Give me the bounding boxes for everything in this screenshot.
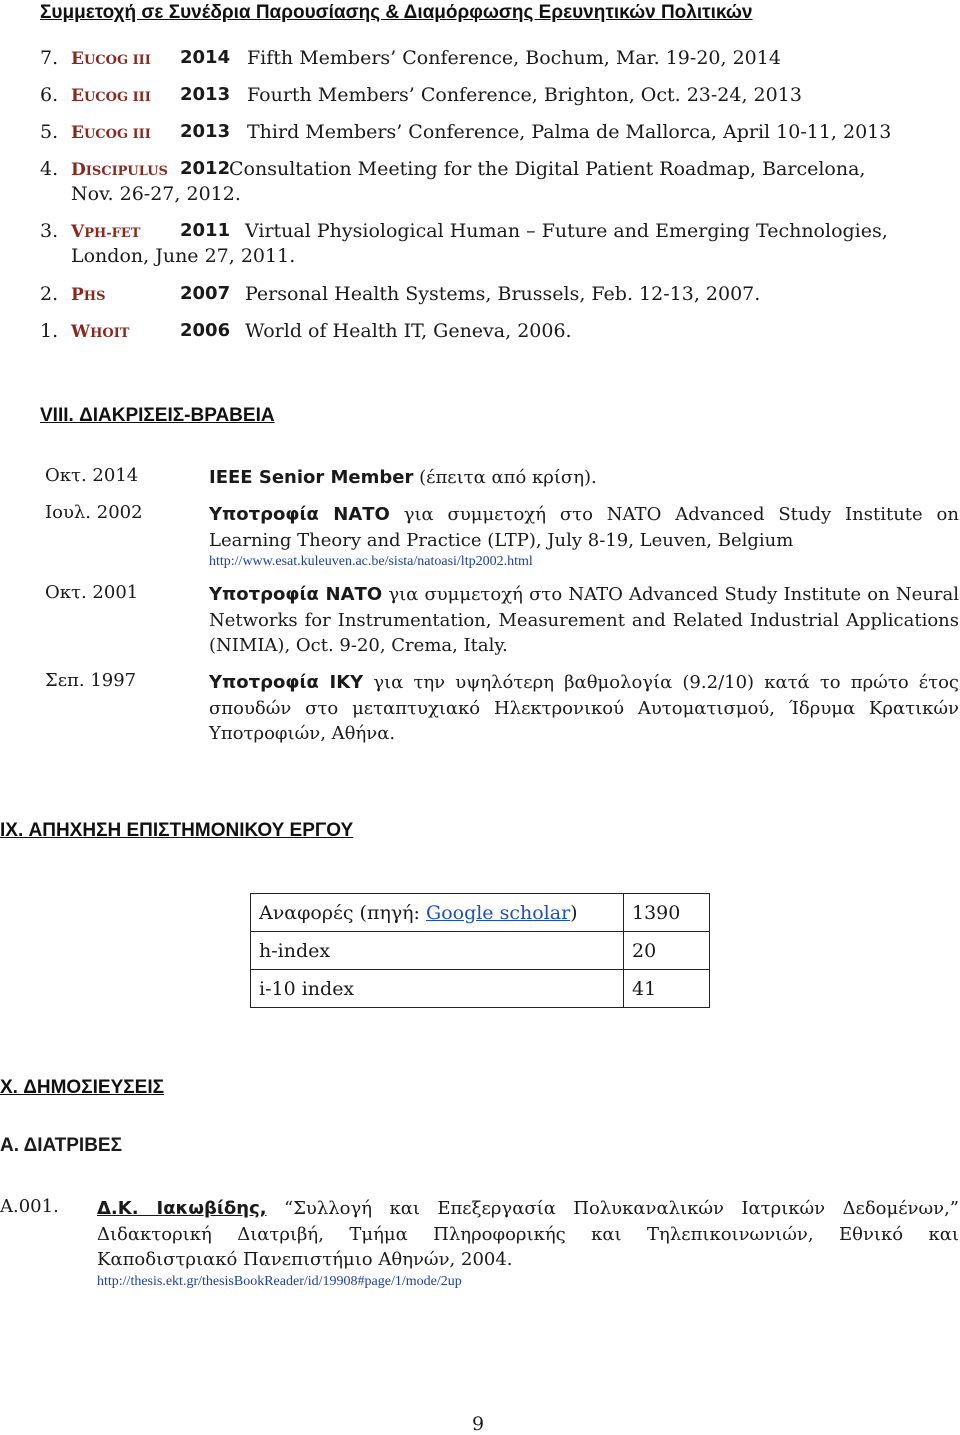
award-body [209, 582, 959, 659]
metric-label [251, 932, 624, 970]
acronym-rest: HOIT [90, 326, 130, 341]
metric-label [251, 970, 624, 1008]
publication-link[interactable]: http://thesis.ekt.gr/thesisBookReader/id/19908#page/1/mode/2up [97, 1273, 462, 1289]
conference-text: Virtual Physiological Human – Future and Emerging Technologies, [245, 220, 888, 242]
award-body [209, 670, 959, 747]
theses-subheading: Α. ΔΙΑΤΡΙΒΕΣ [0, 1135, 123, 1156]
acronym-initial: E [71, 49, 84, 69]
metric-label-text: h-index [259, 939, 331, 962]
publication-text: “Συλλογή και Επεξεργασία Πολυκαναλικών Ιατρικών Δεδομένων,” Διδακτορική Διατριβή, Τμήμα Πληροφορικής και Τηλεπικοινωνιών, Εθνικό και Καποδιστριακό Πανεπιστήμιο Αθηνών, 2004. [97, 1198, 960, 1270]
conference-acronym [71, 320, 129, 342]
conference-text-cont: London, June 27, 2011. [71, 245, 296, 267]
award-title: Υποτροφία ΝΑΤΟ [209, 584, 383, 605]
metric-label-text: i-10 index [259, 977, 355, 1000]
acronym-rest: HS [83, 289, 106, 304]
award-date: Ιουλ. 2002 [45, 502, 143, 523]
conference-text: Consultation Meeting for the Digital Patient Roadmap, Barcelona, [229, 158, 866, 180]
conference-year: 2007 [180, 283, 231, 304]
conference-year: 2011 [180, 220, 231, 241]
acronym-initial: W [71, 322, 91, 342]
conference-text: Personal Health Systems, Brussels, Feb. 12-13, 2007. [245, 283, 761, 305]
metric-label-suffix: ) [570, 901, 578, 924]
conference-acronym [71, 283, 105, 305]
award-date: Σεπ. 1997 [45, 670, 137, 691]
conference-acronym [71, 220, 140, 242]
conference-number: 1. [40, 320, 59, 342]
acronym-rest: UCOG III [83, 127, 151, 142]
section-title: Συμμετοχή σε Συνέδρια Παρουσίασης & Διαμόρφωσης Ερευνητικών Πολιτικών [40, 2, 753, 23]
conference-acronym [71, 158, 168, 180]
award-body [209, 502, 959, 571]
metric-label [251, 894, 624, 932]
acronym-initial: E [71, 86, 84, 106]
metric-value: 1390 [624, 894, 710, 932]
conference-text: Fifth Members’ Conference, Bochum, Mar. 19-20, 2014 [247, 47, 781, 69]
conference-year: 2012 [180, 158, 231, 179]
conference-text-cont: Nov. 26-27, 2012. [71, 183, 241, 205]
conference-number: 3. [40, 220, 59, 242]
award-date: Οκτ. 2001 [45, 582, 139, 603]
metric-value: 41 [624, 970, 710, 1008]
conference-text: World of Health IT, Geneva, 2006. [245, 320, 572, 342]
conference-year: 2014 [180, 47, 231, 68]
award-date: Οκτ. 2014 [45, 465, 139, 486]
award-title: Υποτροφία ΙΚΥ [209, 672, 364, 693]
acronym-initial: D [71, 160, 86, 180]
award-title: IEEE Senior Member [209, 467, 414, 488]
metrics-row [251, 932, 710, 970]
page-number: 9 [472, 1413, 485, 1435]
acronym-rest: PH-FET [84, 226, 141, 241]
acronym-initial: E [71, 123, 84, 143]
metrics-table [250, 893, 710, 1008]
conference-number: 7. [40, 47, 59, 69]
acronym-rest: UCOG III [83, 90, 151, 105]
metrics-row [251, 970, 710, 1008]
google-scholar-link[interactable]: Google scholar [426, 901, 571, 924]
award-text: (έπειτα από κρίση). [413, 467, 597, 488]
award-link[interactable]: http://www.esat.kuleuven.ac.be/sista/natoasi/ltp2002.html [209, 554, 533, 569]
impact-heading: IX. ΑΠΗΧΗΣΗ ΕΠΙΣΤΗΜΟΝΙΚΟΥ ΕΡΓΟΥ [0, 820, 354, 841]
award-title: Υποτροφία ΝΑΤΟ [209, 504, 390, 525]
publications-heading: X. ΔΗΜΟΣΙΕΥΣΕΙΣ [0, 1077, 164, 1098]
metrics-row [251, 894, 710, 932]
publication-entry [97, 1196, 959, 1291]
conference-number: 2. [40, 283, 59, 305]
conference-number: 6. [40, 84, 59, 106]
acronym-initial: P [71, 285, 84, 305]
awards-heading: VIII. ΔΙΑΚΡΙΣΕΙΣ-ΒΡΑΒΕΙΑ [40, 405, 275, 426]
publication-id: Α.001. [0, 1196, 59, 1217]
conference-acronym [71, 84, 151, 106]
conference-acronym [71, 121, 151, 143]
conference-year: 2006 [180, 320, 231, 341]
metric-value: 20 [624, 932, 710, 970]
publication-authors: Δ.Κ. Ιακωβίδης, [97, 1198, 267, 1219]
acronym-rest: ISCIPULUS [85, 164, 168, 179]
conference-acronym [71, 47, 151, 69]
award-text: για την υψηλότερη βαθμολογία (9.2/10) κατά το πρώτο έτος σπουδών στο μεταπτυχιακό Ηλεκτρονικού Αυτοματισμού, Ίδρυμα Κρατικών Υποτροφιών, Αθήνα. [209, 672, 959, 744]
conference-number: 5. [40, 121, 59, 143]
conference-year: 2013 [180, 121, 231, 142]
award-text: για συμμετοχή στο NATO Advanced Study Institute on Neural Networks for Instrumentation, Measurement and Related Industrial Applications (NIMIA), Oct. 9-20, Crema, Italy. [209, 584, 959, 656]
conference-text: Fourth Members’ Conference, Brighton, Oct. 23-24, 2013 [247, 84, 802, 106]
award-body [209, 465, 959, 491]
conference-text: Third Members’ Conference, Palma de Mallorca, April 10-11, 2013 [247, 121, 892, 143]
conference-year: 2013 [180, 84, 231, 105]
conference-number: 4. [40, 158, 59, 180]
metric-label-text: Αναφορές (πηγή: [259, 901, 427, 924]
acronym-rest: UCOG III [83, 53, 151, 68]
acronym-initial: V [71, 222, 85, 242]
award-text: για συμμετοχή στο NATO Advanced Study Institute on Learning Theory and Practice (LTP), July 8-19, Leuven, Belgium [209, 504, 959, 551]
